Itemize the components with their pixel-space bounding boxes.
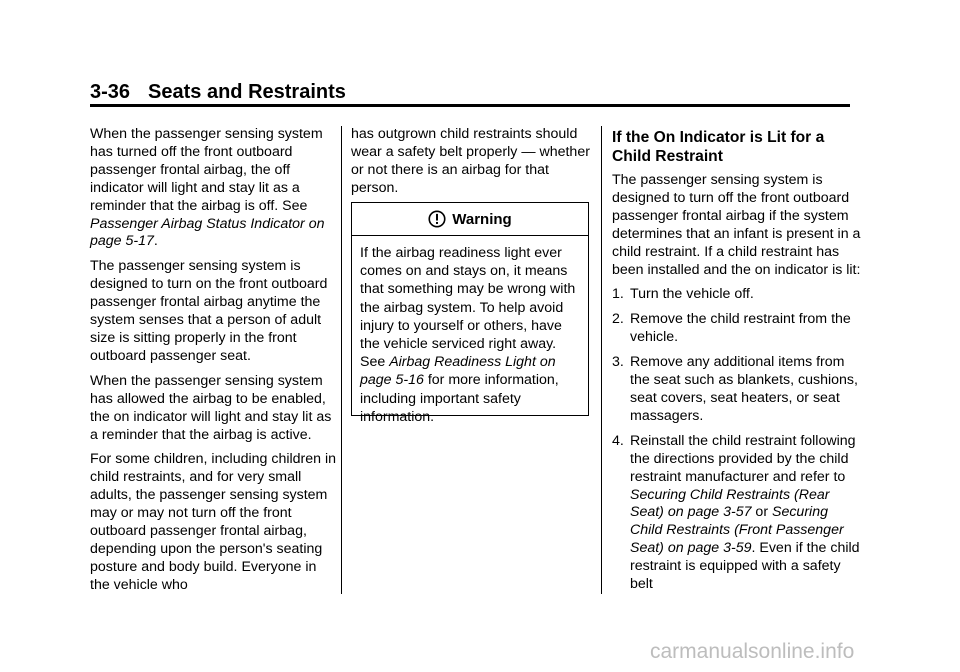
paragraph-children: For some children, including children in child restraints, and for very small adults, the passenger sensing system may or may not turn off the front outboard passenger frontal airbag, depending upon the person's seating posture and body build. Everyone in the vehicle who bbox=[90, 451, 337, 593]
column-divider-left bbox=[341, 126, 342, 594]
step-number: 1. bbox=[612, 286, 624, 303]
paragraph-on-indicator: When the passenger sensing system has allowed the airbag to be enabled, the on indicator will light and stay lit as a reminder that the airbag is active. bbox=[90, 372, 332, 443]
cross-reference-status-indicator[interactable]: Passenger Airbag Status Indicator on page 5-17 bbox=[90, 215, 325, 250]
header-rule bbox=[90, 104, 850, 107]
warning-text: for more information, including important safety information. bbox=[360, 372, 559, 425]
page-number: 3-36 bbox=[90, 81, 131, 103]
list-item bbox=[612, 311, 862, 347]
warning-icon bbox=[428, 210, 446, 228]
paragraph-outgrown: has outgrown child restraints should wear a safety belt properly — whether or not there is an airbag for that person. bbox=[351, 126, 590, 196]
cross-reference-front-seat[interactable]: Securing Child Restraints (Front Passenger Seat) on page 3-59 bbox=[630, 504, 844, 557]
column-right bbox=[612, 128, 862, 601]
list-item bbox=[612, 433, 862, 594]
list-item bbox=[612, 354, 862, 426]
step-text: Remove any additional items from the seat such as blankets, cushions, seat covers, seat heaters, or seat massagers. bbox=[630, 354, 858, 424]
step-text: or bbox=[751, 504, 772, 521]
step-text: Turn the vehicle off. bbox=[630, 286, 754, 303]
column-left bbox=[90, 126, 340, 602]
watermark: carmanualsonline.info bbox=[650, 640, 855, 663]
warning-header bbox=[352, 203, 588, 236]
step-number: 2. bbox=[612, 311, 624, 328]
paragraph-off-indicator bbox=[90, 126, 340, 251]
warning-title: Warning bbox=[452, 210, 512, 228]
warning-text: If the airbag readiness light ever comes on and stays on, it means that something may be wrong with the airbag system. To help avoid injury to yourself or others, have the vehicle serviced right away. See bbox=[360, 245, 576, 371]
page-header bbox=[90, 80, 346, 104]
list-item bbox=[612, 286, 862, 304]
step-text: Reinstall the child restraint following the directions provided by the child restraint manufacturer and refer to bbox=[630, 432, 856, 485]
paragraph-intro: The passenger sensing system is designed to turn off the front outboard passenger frontal airbag if the system determines that an infant is present in a child restraint. If a child restraint has been installed and the on indicator is lit: bbox=[612, 172, 861, 278]
section-heading: If the On Indicator is Lit for a Child Restraint bbox=[612, 129, 825, 165]
cross-reference-rear-seat[interactable]: Securing Child Restraints (Rear Seat) on page 3-57 bbox=[630, 486, 830, 521]
paragraph-text: When the passenger sensing system has turned off the front outboard passenger frontal airbag, the off indicator will light and stay lit as a reminder that the airbag is off. See bbox=[90, 126, 323, 214]
step-text: Remove the child restraint from the vehicle. bbox=[630, 311, 851, 346]
paragraph-turn-on: The passenger sensing system is designed to turn on the front outboard passenger frontal airbag anytime the system senses that a person of adult size is sitting properly in the front outboard passenger seat. bbox=[90, 258, 328, 364]
column-middle bbox=[351, 126, 591, 205]
warning-box bbox=[351, 202, 589, 425]
cross-reference-readiness-light[interactable]: Airbag Readiness Light on page 5-16 bbox=[360, 354, 556, 389]
section-title: Seats and Restraints bbox=[148, 81, 346, 103]
step-number: 4. bbox=[612, 432, 624, 449]
paragraph-text: . bbox=[153, 233, 158, 250]
warning-body bbox=[352, 236, 588, 426]
step-number: 3. bbox=[612, 354, 624, 371]
step-text: . Even if the child restraint is equipped with a safety belt bbox=[630, 540, 860, 593]
column-divider-right bbox=[601, 126, 602, 594]
steps-list bbox=[612, 286, 862, 594]
